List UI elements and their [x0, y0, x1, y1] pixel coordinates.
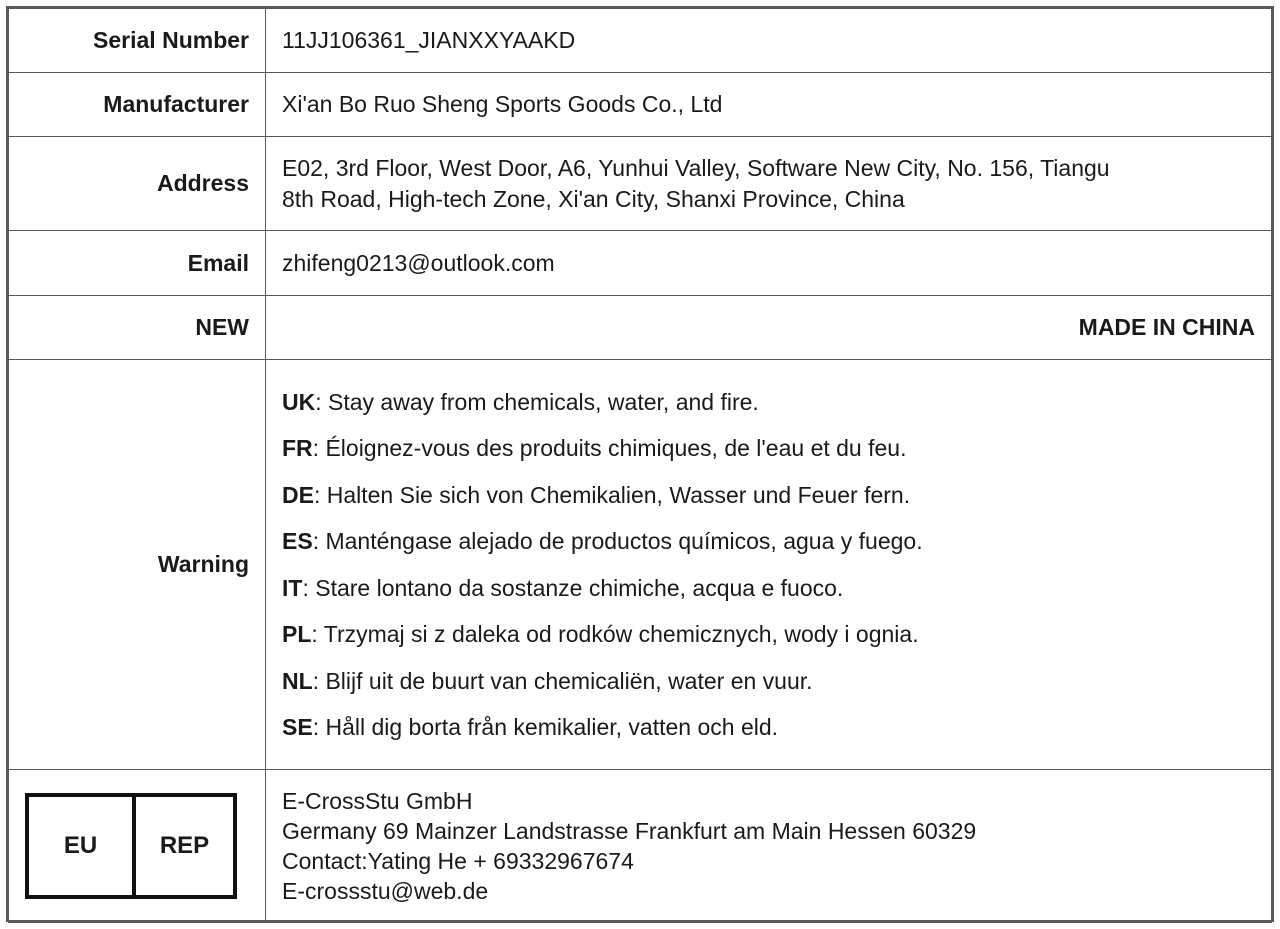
warning-code: ES	[282, 528, 313, 554]
product-info-table	[8, 8, 1272, 923]
warning-line-nl	[282, 658, 1257, 705]
serial-label: Serial Number	[9, 9, 266, 73]
address-line-2: 8th Road, High-tech Zone, Xi'an City, Shanxi Province, China	[282, 185, 905, 212]
warning-line-es	[282, 518, 1257, 565]
warning-text: : Manténgase alejado de productos químicos, agua y fuego.	[312, 528, 923, 554]
table-row-eu-rep	[9, 770, 1272, 923]
table-row-manufacturer	[9, 73, 1272, 137]
table-row-new	[9, 296, 1272, 360]
warning-code: FR	[282, 435, 313, 461]
address-label: Address	[9, 137, 266, 231]
warning-code: IT	[282, 574, 303, 601]
warning-text: : Halten Sie sich von Chemikalien, Wasser und Feuer fern.	[313, 481, 911, 508]
warning-text: : Håll dig borta från kemikalier, vatten och eld.	[312, 714, 779, 740]
warning-text: : Stay away from chemicals, water, and fire.	[315, 388, 759, 415]
eu-rep-address: Germany 69 Mainzer Landstrasse Frankfurt am Main Hessen 60329	[282, 818, 977, 844]
warning-line-uk	[282, 379, 1257, 426]
table-row-address	[9, 137, 1272, 231]
serial-value: 11JJ106361_JIANXXYAAKD	[266, 9, 1272, 73]
warning-text: : Éloignez-vous des produits chimiques, de l'eau et du feu.	[312, 435, 907, 461]
warning-label: Warning	[9, 360, 266, 770]
warning-value	[266, 360, 1272, 770]
warning-line-pl	[282, 611, 1257, 658]
warning-text: : Stare lontano da sostanze chimiche, acqua e fuoco.	[302, 574, 844, 601]
eu-rep-badge-cell	[9, 770, 266, 923]
new-label: NEW	[9, 296, 266, 360]
manufacturer-label: Manufacturer	[9, 73, 266, 137]
table-row-warning	[9, 360, 1272, 770]
product-info-sheet	[6, 6, 1274, 922]
email-value: zhifeng0213@outlook.com	[266, 231, 1272, 296]
warning-code: DE	[282, 481, 314, 508]
warning-line-se	[282, 704, 1257, 751]
address-line-1: E02, 3rd Floor, West Door, A6, Yunhui Valley, Software New City, No. 156, Tiangu	[282, 154, 1110, 181]
table-row-serial	[9, 9, 1272, 73]
warning-text: : Blijf uit de buurt van chemicaliën, water en vuur.	[312, 667, 813, 694]
eu-rep-company: E-CrossStu GmbH	[282, 788, 473, 814]
warning-line-fr	[282, 425, 1257, 472]
warning-line-it	[282, 565, 1257, 612]
warning-code: UK	[282, 388, 316, 415]
warning-text: : Trzymaj si z daleka od rodków chemicznych, wody i ognia.	[311, 621, 919, 647]
eu-rep-contact: Contact:Yating He + 69332967674	[282, 848, 634, 874]
manufacturer-value: Xi'an Bo Ruo Sheng Sports Goods Co., Ltd	[266, 73, 1272, 137]
rep-badge-text: REP	[159, 832, 210, 859]
made-in-china: MADE IN CHINA	[266, 296, 1272, 360]
address-value	[266, 137, 1272, 231]
eu-rep-value	[266, 770, 1272, 923]
table-row-email	[9, 231, 1272, 296]
eu-rep-badge	[25, 793, 237, 899]
warning-code: PL	[282, 621, 312, 647]
warning-code: SE	[282, 714, 313, 740]
warning-line-de	[282, 472, 1257, 519]
email-label: Email	[9, 231, 266, 296]
eu-badge-text: EU	[29, 797, 136, 895]
warning-code: NL	[282, 667, 313, 694]
eu-rep-email: E-crossstu@web.de	[282, 878, 489, 904]
